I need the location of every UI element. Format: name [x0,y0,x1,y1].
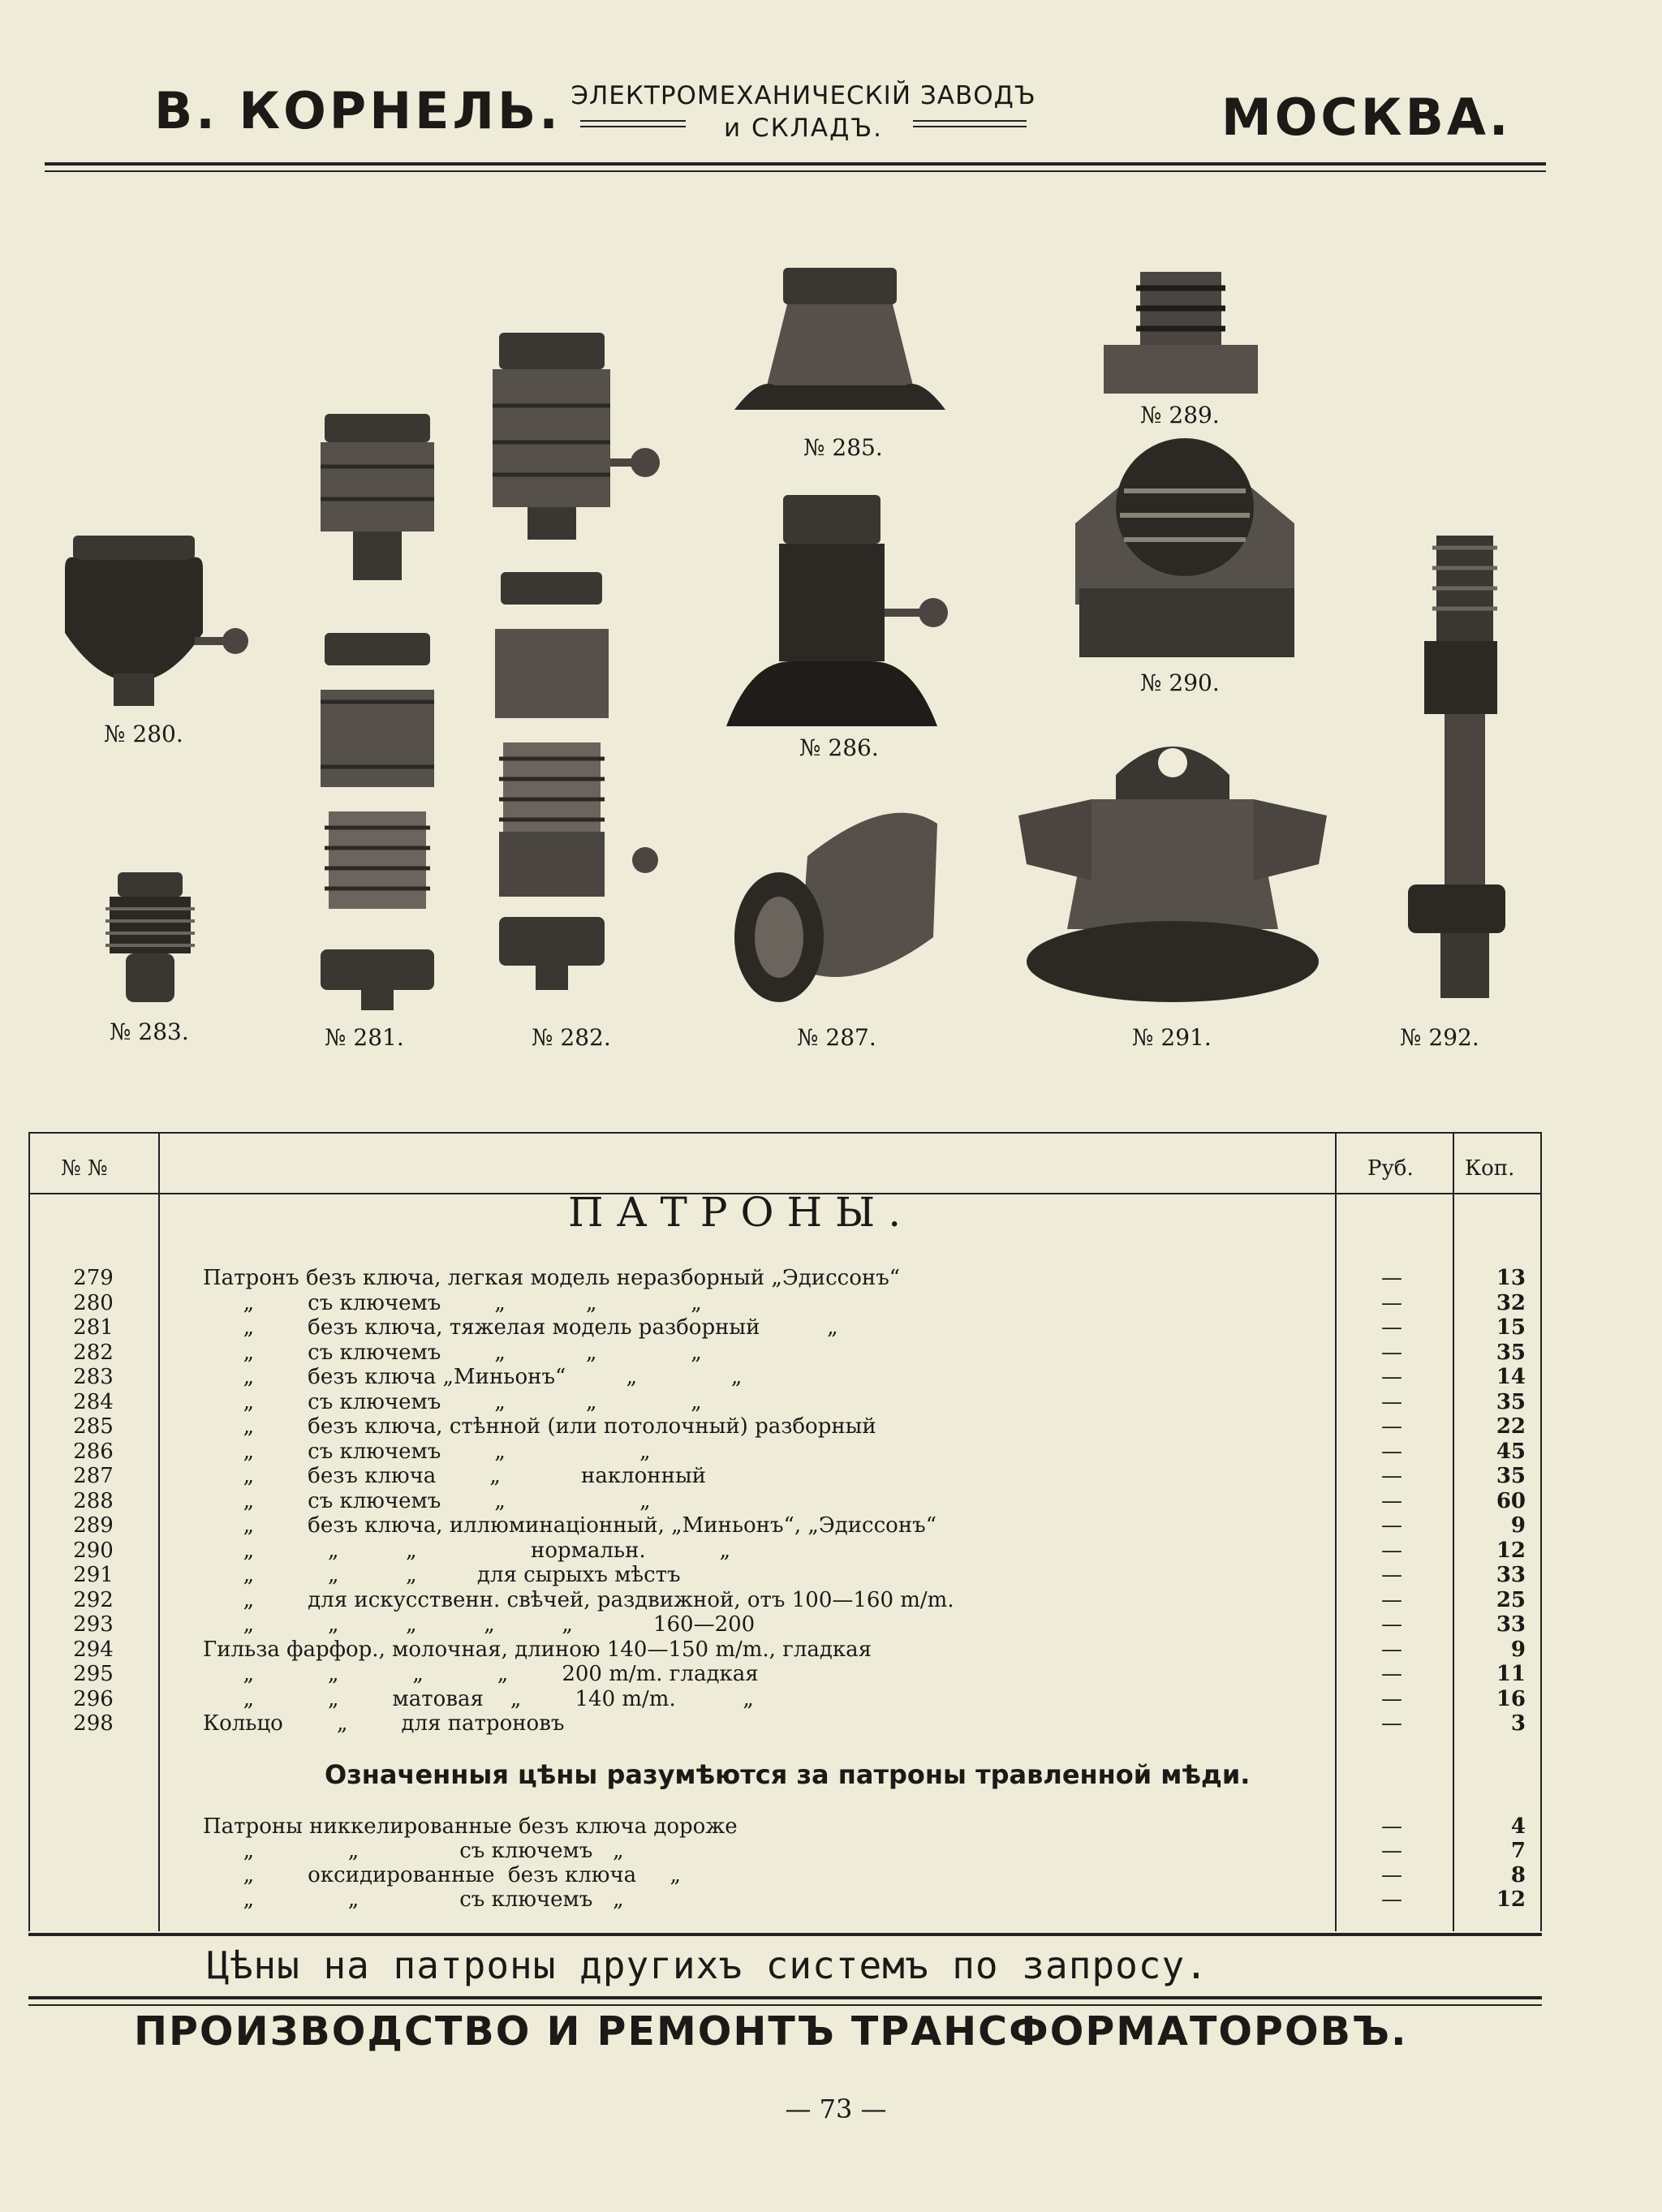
row-number: 286 [73,1439,114,1464]
table-bottom-rule [28,1933,1542,1936]
table-row [0,1440,1662,1464]
row-description: „ „ матовая „ 140 m/m. „ [203,1686,754,1711]
row-description: „ „ съ ключемъ „ [203,1839,624,1863]
row-description: „ „ „ нормальн. „ [203,1538,731,1563]
row-rubles: — [1381,1662,1402,1686]
label-286: № 286. [799,734,879,761]
row-rubles: — [1381,1389,1402,1414]
row-rubles: — [1381,1414,1402,1439]
page-number: — 73 — [785,2094,887,2124]
label-290: № 290. [1140,669,1220,696]
footer-other-systems: Цѣны на патроны другихъ системъ по запросу. [207,1943,1208,1987]
column-header-number: № № [61,1156,108,1181]
table-row [0,1291,1662,1315]
row-kopecks: 60 [1496,1488,1526,1513]
socket-281-image [304,410,450,1018]
row-description: „ съ ключемъ „ „ [203,1488,651,1513]
row-description: „ безъ ключа „Миньонъ“ „ „ [203,1365,743,1389]
row-kopecks: 22 [1496,1414,1526,1439]
row-number: 287 [73,1464,114,1488]
row-kopecks: 33 [1496,1563,1526,1587]
socket-283-image [93,868,199,1022]
socket-292-image [1392,531,1522,1018]
row-rubles: — [1381,1814,1402,1839]
row-rubles: — [1381,1315,1402,1340]
row-number: 283 [73,1365,114,1389]
table-row [0,1863,1662,1887]
label-292: № 292. [1400,1024,1479,1051]
row-rubles: — [1381,1290,1402,1315]
row-kopecks: 4 [1510,1814,1526,1839]
row-kopecks: 45 [1496,1439,1526,1464]
row-description: „ съ ключемъ „ „ [203,1439,651,1464]
table-row [0,1341,1662,1365]
row-description: „ безъ ключа, тяжелая модель разборный „ [203,1315,838,1340]
row-rubles: — [1381,1612,1402,1637]
label-280: № 280. [104,721,183,747]
row-number: 296 [73,1686,114,1711]
footer-rule-thin [28,2004,1542,2006]
row-description: Гильза фарфор., молочная, длиною 140—150 m/m., гладкая [203,1637,872,1662]
table-row [0,1513,1662,1538]
table-row [0,1539,1662,1563]
row-number: 290 [73,1538,114,1563]
row-number: 291 [73,1563,114,1587]
row-number: 289 [73,1513,114,1538]
city-name: МОСКВА. [1221,88,1512,147]
footer-transformers: ПРОИЗВОДСТВО И РЕМОНТЪ ТРАНСФОРМАТОРОВЪ. [134,2008,1408,2055]
row-rubles: — [1381,1563,1402,1587]
row-number: 298 [73,1711,114,1736]
row-rubles: — [1381,1340,1402,1365]
socket-282-image [483,329,670,1018]
table-row [0,1637,1662,1662]
row-description: „ безъ ключа, иллюминацiонный, „Миньонъ“, „Эдиссонъ“ [203,1513,936,1538]
row-rubles: — [1381,1464,1402,1488]
header-subtitle-line1: ЭЛЕКТРОМЕХАНИЧЕСКIЙ ЗАВОДЪ [571,81,1036,110]
table-row [0,1390,1662,1414]
table-row [0,1839,1662,1863]
row-kopecks: 35 [1496,1340,1526,1365]
row-rubles: — [1381,1538,1402,1563]
table-row [0,1588,1662,1612]
footer-rule [28,1996,1542,1999]
row-rubles: — [1381,1887,1402,1912]
header-rule-thin [45,170,1546,172]
row-rubles: — [1381,1513,1402,1538]
header-rule [45,162,1546,166]
row-number: 288 [73,1488,114,1513]
row-rubles: — [1381,1637,1402,1662]
label-289: № 289. [1140,402,1220,428]
row-description: „ для искусственн. свѣчей, раздвижной, отъ 100—160 m/m. [203,1587,954,1612]
row-kopecks: 14 [1496,1365,1526,1389]
row-number: 279 [73,1266,114,1290]
row-kopecks: 3 [1510,1711,1526,1736]
row-number: 292 [73,1587,114,1612]
row-kopecks: 7 [1510,1839,1526,1863]
row-kopecks: 35 [1496,1389,1526,1414]
label-287: № 287. [797,1024,876,1051]
row-kopecks: 13 [1496,1266,1526,1290]
row-rubles: — [1381,1686,1402,1711]
row-rubles: — [1381,1711,1402,1736]
socket-285-image [726,264,954,426]
socket-287-image [726,807,945,1002]
row-description: Патронъ безъ ключа, легкая модель неразборный „Эдиссонъ“ [203,1266,901,1290]
row-description: „ съ ключемъ „ „ „ [203,1389,702,1414]
company-name: В. КОРНЕЛЬ. [154,81,562,140]
row-rubles: — [1381,1863,1402,1887]
table-row [0,1814,1662,1839]
label-283: № 283. [110,1018,189,1045]
row-rubles: — [1381,1488,1402,1513]
table-row [0,1266,1662,1290]
table-row [0,1687,1662,1711]
row-number: 281 [73,1315,114,1340]
socket-280-image [49,519,276,714]
row-description: „ „ „ „ „ 160—200 [203,1612,756,1637]
socket-289-image [1100,264,1262,402]
row-number: 293 [73,1612,114,1637]
row-description: „ съ ключемъ „ „ „ [203,1290,702,1315]
row-number: 284 [73,1389,114,1414]
table-row [0,1563,1662,1587]
label-282: № 282. [532,1024,611,1051]
row-kopecks: 16 [1496,1686,1526,1711]
row-kopecks: 9 [1510,1513,1526,1538]
row-kopecks: 12 [1496,1538,1526,1563]
price-note: Означенныя цѣны разумѣются за патроны травленной мѣди. [325,1759,1251,1790]
row-number: 295 [73,1662,114,1686]
row-description: „ „ съ ключемъ „ [203,1887,624,1912]
column-header-kopecks: Коп. [1465,1156,1515,1181]
row-rubles: — [1381,1266,1402,1290]
table-row [0,1414,1662,1439]
label-285: № 285. [803,434,883,461]
row-rubles: — [1381,1587,1402,1612]
row-number: 294 [73,1637,114,1662]
row-description: Кольцо „ для патроновъ [203,1711,565,1736]
row-number: 282 [73,1340,114,1365]
table-title: ПАТРОНЫ. [568,1189,915,1236]
header-subtitle-line2: и СКЛАДЪ. [723,114,884,143]
table-row [0,1612,1662,1637]
table-row [0,1489,1662,1513]
row-description: „ „ „ для сырыхъ мѣстъ [203,1563,681,1587]
row-kopecks: 8 [1510,1863,1526,1887]
table-row [0,1464,1662,1488]
row-description: „ оксидированные безъ ключа „ [203,1863,681,1887]
row-rubles: — [1381,1439,1402,1464]
row-kopecks: 25 [1496,1587,1526,1612]
row-description: „ „ „ „ 200 m/m. гладкая [203,1662,759,1686]
row-description: Патроны никкелированные безъ ключа дороже [203,1814,738,1839]
row-kopecks: 12 [1496,1887,1526,1912]
header-double-rule-right [913,120,1027,127]
label-281: № 281. [325,1024,404,1051]
label-291: № 291. [1132,1024,1212,1051]
row-number: 280 [73,1290,114,1315]
socket-291-image [1010,726,1335,1010]
table-row [0,1711,1662,1736]
row-description: „ съ ключемъ „ „ „ [203,1340,702,1365]
table-row [0,1315,1662,1340]
row-kopecks: 9 [1510,1637,1526,1662]
row-rubles: — [1381,1365,1402,1389]
row-kopecks: 15 [1496,1315,1526,1340]
row-kopecks: 33 [1496,1612,1526,1637]
row-description: „ безъ ключа „ наклонный [203,1464,706,1488]
row-kopecks: 35 [1496,1464,1526,1488]
column-header-rubles: Руб. [1367,1156,1414,1181]
table-row [0,1662,1662,1686]
socket-286-image [718,491,962,734]
table-row [0,1365,1662,1389]
row-description: „ безъ ключа, стѣнной (или потолочный) разборный [203,1414,876,1439]
socket-290-image [1059,434,1302,669]
row-kopecks: 11 [1496,1662,1526,1686]
row-number: 285 [73,1414,114,1439]
row-rubles: — [1381,1839,1402,1863]
row-kopecks: 32 [1496,1290,1526,1315]
table-row [0,1887,1662,1912]
